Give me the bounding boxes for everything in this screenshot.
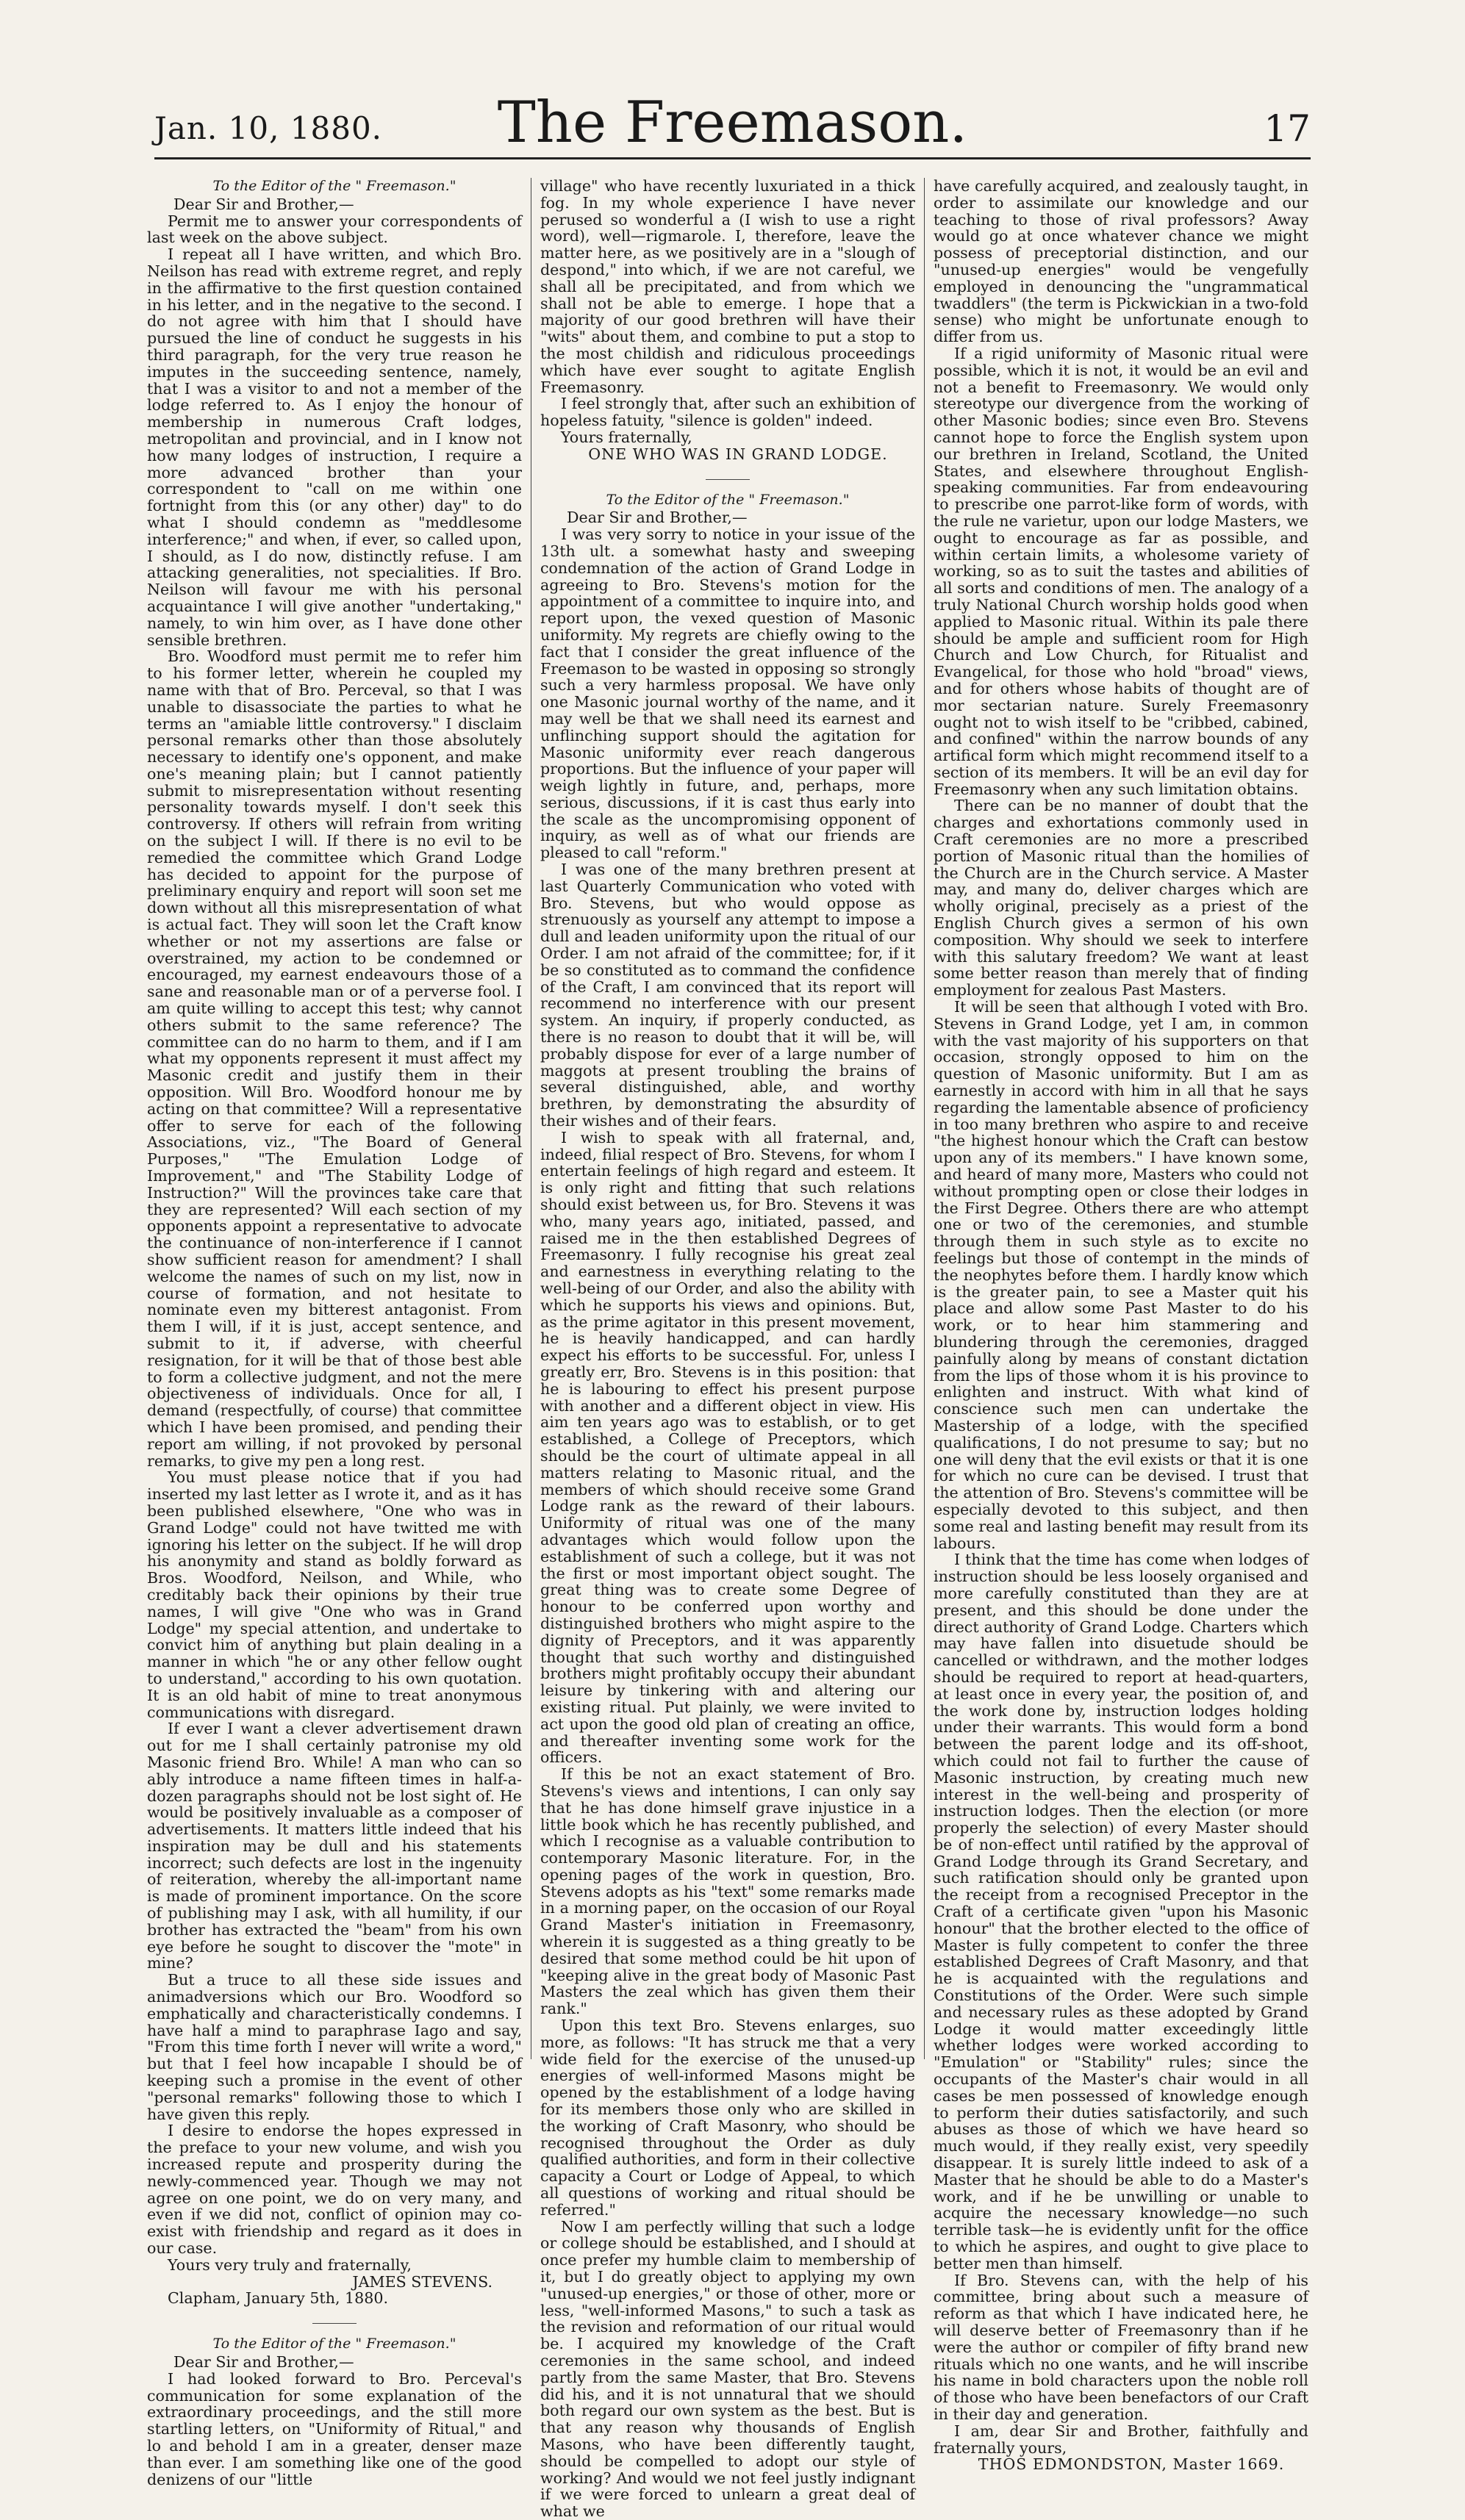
paragraph: I repeat all I have written, and which Bro. Neilson has read with extreme regret, and reply in the affirmative to the first question contained in his letter, and in the negative to the second. I do not agree with him that I should have pursued the line of conduct he suggests in his third paragraph, for the very true reason he imputes in the succeeding sentence, namely, that I was a visitor to and not a member of the lodge referred to. As I enjoy the honour of membership in numerous Craft lodges, metropolitan and provincial, and in I know not how many lodges of instruction, I require a more advanced brother than your correspondent to "call on me within one fortnight from this (or any other) day" to do what I should condemn as "meddlesome interference;" and when, if ever, so called upon, I should, as I do now, distinctly refuse. I am attacking generalities, not specialities. If Bro. Neilson will favour me with his personal acquaintance I will give another "undertaking," namely, to win him over, as I have done other sensible brethren.	[147, 245, 522, 649]
paragraph: I desire to endorse the hopes expressed in the preface to your new volume, and wish you increased repute and prosperity during the newly-commenced year. Though we may not agree on one point, we do on very many, and even if we did not, conflict of opinion may co-exist with friendship and regard as it does in our case.	[147, 2122, 522, 2258]
newspaper-title: The Freemason.	[497, 90, 968, 156]
paragraph: There can be no manner of doubt that the charges and exhortations commonly used in Craft ceremonies are no more a prescribed portion of Masonic ritual than the homilies of the Church are in the Church service. A Master may, and many do, deliver charges which are wholly original, precisely as a priest of the English Church gives a sermon of his own composition. Why should we seek to interfere with this salutary freedom? We want at least some better reason than merely that of finding employment for zealous Past Masters.	[934, 797, 1308, 999]
paragraph: But a truce to all these side issues and animadversions which our Bro. Woodford so emphatically and characteristically condemns. I have half a mind to paraphrase Iago and say, "From this time forth I never will write a word," but that I feel how incapable I should be of keeping such a promise in the event of other "personal remarks" following those to which I have given this reply.	[147, 1971, 522, 2123]
letter-divider	[706, 479, 750, 480]
paragraph: Permit me to answer your correspondents of last week on the above subject.	[147, 212, 522, 247]
letter-greeting: Dear Sir and Brother,—	[173, 195, 354, 213]
column-1	[147, 178, 522, 2488]
letter-address: To the Editor of the " Freemason."	[212, 178, 456, 194]
paragraph: Bro. Woodford must permit me to refer him to his former letter, wherein he coupled my name with that of Bro. Perceval, so that I was unable to disassociate the parties to what he terms an "amiable little controversy." I disclaim personal remarks other than those absolutely necessary to identify one's opponent, and make one's meaning plain; but I cannot patiently submit to misrepresentation without resenting personality towards myself. I don't seek this controversy. If others will refrain from writing on the subject I will. If there is no evil to be remedied the committee which Grand Lodge has decided to appoint for the purpose of preliminary enquiry and report will soon set me down without all this misrepresentation of what is actual fact. They will soon let the Craft know whether or not my assertions are false or overstrained, my action to be condemned or encouraged, my earnest endeavours those of a sane and reasonable man or of a perverse fool. I am quite willing to accept this test; why cannot others submit to the same reference? The committee can do no harm to them, and if I am what my opponents represent it must affect my Masonic credit and justify them in their opposition. Will Bro. Woodford honour me by acting on that committee? Will a representative offer to serve for each of the following Associations, viz., "The Board of General Purposes," "The Emulation Lodge of Improvement," and "The Stability Lodge of Instruction?" Will the provinces take care that they are represented? Will each section of my opponents appoint a representative to advocate the continuance of non-interference if I cannot show sufficient reason for amendment? I shall welcome the names of such on my list, now in course of formation, and not hesitate to nominate even my bitterest antagonist. From them I will, if it is just, accept sentence, and submit to it, if adverse, with cheerful resignation, for it will be that of those best able to form a collective judgment, and not the mere objectiveness of individuals. Once for all, I demand (respectfully, of course) that committee which I have been promised, and pending their report am willing, if not provoked by personal remarks, to give my pen a long rest.	[147, 647, 522, 1470]
paragraph: If a rigid uniformity of Masonic ritual were possible, which it is not, it would be an evil and not a benefit to Freemasonry. We would only stereotype our divergence from the working of other Masonic bodies; since even Bro. Stevens cannot hope to force the English system upon our brethren in Ireland, Scotland, the United States, and elsewhere throughout English-speaking communities. Far from endeavouring to prescribe one parrot-like form of words, with the rule ne varietur, upon our lodge Masters, we ought to encourage as far as possible, and within certain limits, a wholesome variety of working, so as to suit the tastes and abilities of all sorts and conditions of men. The analogy of a truly National Church worship holds good when applied to Masonic ritual. Within its pale there should be ample and sufficient room for High Church and Low Church, for Ritualist and Evangelical, for those who hold "broad" views, and for others whose habits of thought are of mor sectarian nature. Surely Freemasonry ought not to wish itself to be "cribbed, cabined, and confined" within the narrow bounds of any artifical form which might recommend itself to a section of its members. It will be an evil day for Freemasonry when any such limitation obtains.	[934, 344, 1308, 798]
paragraph: You must please notice that if you had inserted my last letter as I wrote it, and as it has been published elsewhere, "One who was in Grand Lodge" could not have twitted me with ignoring his letter on the subject. If he will drop his anonymity and stand as boldly forward as Bros. Woodford, Neilson, and While, who creditably back their opinions by their true names, I will give "One who was in Grand Lodge" my special attention, and undertake to convict him of anything but plain dealing in a manner in which "he or any other fellow ought to understand," according to his own quotation. It is an old habit of mine to treat anonymous communications with disregard.	[147, 1468, 522, 1721]
masthead-rule	[154, 157, 1311, 159]
page-number: 17	[1264, 107, 1311, 150]
paragraph: I think that the time has come when lodges of instruction should be less loosely organised and more carefully constituted than they are at present, and this should be done under the direct authority of Grand Lodge. Charters which may have fallen into disuetude should be cancelled or withdrawn, and the mother lodges should be required to report at head-quarters, at least once in every year, the position of, and the work done by, instruction lodges holding under their warrants. This would form a bond between the parent lodge and its off-shoot, which could not fail to further the cause of Masonic instruction, by creating much new interest in the well-being and prosperity of instruction lodges. Then the election (or more properly the selection) of every Master should be of non-effect until ratified by the approval of Grand Lodge through its Grand Secretary, and such ratification should only be granted upon the receipt from a recognised Preceptor in the Craft of a certificate given "upon his Masonic honour" that the brother elected to the office of Master is fully competent to confer the three established Degrees of Craft Masonry, and that he is acquainted with the regulations and Constitutions of the Order. Were such simple and necessary rules as these adopted by Grand Lodge it would matter exceedingly little whether lodges were worked according to "Emulation" or "Stability" rules; since the occupants of the Master's chair would in all cases be men possessed of knowledge enough to perform their duties satisfactorily, and such abuses as those of which we have heard so much would, if they really exist, very speedily disappear. It is surely little indeed to ask of a Master that he should be able to do a Master's work, and if he be unwilling or unable to acquire the necessary knowledge—no such terrible task—he is evidently unfit for the office to which he aspires, and ought to give place to better men than himself.	[934, 1551, 1308, 2272]
letter-signoff: I am, dear Sir and Brother, faithfully and fraternally yours,	[934, 2422, 1308, 2457]
letter-greeting: Dear Sir and Brother,—	[173, 2353, 354, 2371]
letter-address: To the Editor of the " Freemason."	[212, 2336, 456, 2352]
letter-signature: ONE WHO WAS IN GRAND LODGE.	[588, 445, 888, 463]
paragraph: If ever I want a clever advertisement drawn out for me I shall certainly patronise my old Masonic friend Bro. While! A man who can so ably introduce a name fifteen times in half-a-dozen paragraphs should not be lost sight of. He would be positively invaluable as a composer of advertisements. It matters little indeed that his inspiration may be dull and his statements incorrect; such defects are lost in the ingenuity of reiteration, whereby the all-important name is made of prominent importance. On the score of publishing may I ask, with all humility, if our brother has extracted the "beam" from his own eye before he sought to discover the "mote" in mine?	[147, 1720, 522, 1972]
paragraph: I was very sorry to notice in your issue of the 13th ult. a somewhat hasty and sweeping condemnation of the action of Grand Lodge in agreeing to Bro. Stevens's motion for the appointment of a committee to inquire into, and report upon, the vexed question of Masonic uniformity. My regrets are chiefly owing to the fact that I consider the great influence of the Freemason to be wasted in opposing so strongly such a very harmless proposal. We have only one Masonic journal worthy of the name, and it may well be that we shall need its earnest and unflinching support should the agitation for Masonic uniformity ever reach dangerous proportions. But the influence of your paper will weigh lightly in future, and, perhaps, more serious, discussions, if it is cast thus early into the scale as the uncompromising opponent of inquiry, as well as of what our friends are pleased to call "reform."	[540, 525, 915, 862]
column-3	[924, 177, 1308, 2474]
column-2	[531, 177, 915, 2520]
paragraph: Now I am perfectly willing that such a lodge or college should be established, and I should at once prefer my humble claim to membership of it, but I do greatly object to applying my own "unused-up energies," or those of other, more or less, "well-informed Masons," to such a task as the revision and reformation of our ritual would be. I acquired my knowledge of the Craft ceremonies in the same school, and indeed partly from the same Master, that Bro. Stevens did his, and it is not unnatural that we should both regard our own system as the best. But is that any reason why thousands of English Masons, who have been differently taught, should be compelled to adopt our style of working? And would we not feel justly indignant if we were forced to unlearn a great deal of what we	[540, 2217, 915, 2520]
paragraph: have carefully acquired, and zealously taught, in order to assimilate our knowledge and our teaching to those of rival professors? Away would go at once whatever chance we might possess of preceptorial distinction, and our "unused-up energies" would be vengefully employed in denouncing the "ungrammatical twaddlers" (the term is Pickwickian in a two-fold sense) who might be unfortunate enough to differ from us.	[934, 177, 1308, 346]
article-columns	[147, 177, 1308, 2520]
letter-divider	[312, 2323, 357, 2324]
letter-signature: JAMES STEVENS.	[352, 2272, 492, 2291]
letter-signature: THOS EDMONDSTON, Master 1669.	[978, 2455, 1285, 2474]
letter-place-date: Clapham, January 5th, 1880.	[168, 2289, 389, 2308]
paragraph: I had looked forward to Bro. Perceval's communication for some explanation of the extraordinary proceedings, and the still more startling letters, on "Uniformity of Ritual," and lo and behold I am in a greater, denser maze than ever. I am something like one of the good denizens of our "little	[147, 2369, 522, 2488]
letter-signoff: Yours fraternally,	[561, 428, 692, 446]
masthead	[154, 90, 1311, 156]
paragraph: I feel strongly that, after such an exhibition of hopeless fatuity, "silence is golden" indeed.	[540, 395, 915, 430]
letter-greeting: Dear Sir and Brother,—	[567, 509, 748, 527]
paragraph: I was one of the many brethren present at last Quarterly Communication who voted with Bro. Stevens, but who would oppose as strenuously as yourself any attempt to impose a dull and leaden uniformity upon the ritual of our Order. I am not afraid of the committee; for, if it be so constituted as to command the confidence of the Craft, I am convinced that its report will recommend no interference with our present system. An inquiry, if properly conducted, as there is no reason to doubt that it will be, will probably dispose for ever of a large number of maggots at present troubling the brains of several distinguished, able, and worthy brethren, by demonstrating the absurdity of their wishes and of their fears.	[540, 861, 915, 1130]
paragraph: If this be not an exact statement of Bro. Stevens's views and intentions, I can only say that he has done himself grave injustice in a little book which he has recently published, and which I recognise as a valuable contribution to contemporary Masonic literature. For, in the opening pages of the work in question, Bro. Stevens adopts as his "text" some remarks made in a morning paper, on the occasion of our Royal Grand Master's initiation in Freemasonry, wherein it is suggested as a thing greatly to be desired that some method could be hit upon of "keeping alive in the great body of Masonic Past Masters the zeal which has given them their rank."	[540, 1765, 915, 2018]
letter-signoff: Yours very truly and fraternally,	[168, 2255, 412, 2274]
paragraph: If Bro. Stevens can, with the help of his committee, bring about such a measure of reform as that which I have indicated here, he will deserve better of Freemasonry than if he were the author or compiler of fifty brand new rituals which no one wants, and he will inscribe his name in bold characters upon the noble roll of those who have been benefactors of our Craft in their day and generation.	[934, 2271, 1308, 2423]
paragraph: village" who have recently luxuriated in a thick fog. In my whole experience I have never perused so wonderful a (I wish to use a right word), well—rigmarole. I, therefore, leave the matter here, as we positively are in a "slough of despond," into which, if we are not careful, we shall all be precipitated, and from which we shall not be able to emerge. I hope that a majority of our good brethren will have their "wits" about them, and combine to put a stop to the most childish and ridiculous proceedings which have ever sought to agitate English Freemasonry.	[540, 177, 915, 396]
issue-date: Jan. 10, 1880.	[154, 110, 383, 146]
paragraph: It will be seen that although I voted with Bro. Stevens in Grand Lodge, yet I am, in common with the vast majority of his supporters on that occasion, strongly opposed to him on the question of Masonic uniformity. But I am as earnestly in accord with him in all that he says regarding the lamentable absence of proficiency in too many brethren who aspire to and receive "the highest honour which the Craft can bestow upon any of its members." I have known some, and heard of many more, Masters who could not without prompting open or close their lodges in the First Degree. Others there are who attempt one or two of the ceremonies, and stumble through them in such style as to excite no feelings but those of contempt in the minds of the neophytes before them. I hardly know which is the greater pain, to see a Master quit his place and allow some Past Master to do his work, or to hear him stammering and blundering through the ceremonies, dragged painfully along by means of constant dictation from the lips of those whom it is his province to enlighten and instruct. With what kind of conscience such men can undertake the Mastership of a lodge, with the specified qualifications, I do not presume to say; but no one will deny that the evil exists or that it is one for which no cure can be devised. I trust that the attention of Bro. Stevens's committee will be especially devoted to this subject, and then some real and lasting benefit may result from its labours.	[934, 998, 1308, 1552]
paragraph: I wish to speak with all fraternal, and, indeed, filial respect of Bro. Stevens, for whom I entertain feelings of high regard and esteem. It is only right and fitting that such relations should exist between us, for Bro. Stevens it was who, many years ago, initiated, passed, and raised me in the then established Degrees of Freemasonry. I fully recognise his great zeal and earnestness in everything relating to the well-being of our Order, and also the ability with which he supports his views and opinions. But, as the prime agitator in this present movement, he is heavily handicapped, and can hardly expect his efforts to be successful. For, unless I greatly err, Bro. Stevens is in this position: that he is labouring to effect his present purpose with another and a different object in view. His aim ten years ago was to establish, or to get established, a College of Preceptors, which should be the court of ultimate appeal in all matters relating to Masonic ritual, and the members of which should receive some Grand Lodge rank as the reward of their labours. Uniformity of ritual was one of the many advantages which would follow upon the establishment of such a college, but it was not the first or most important object sought. The great thing was to create some Degree of honour to be conferred upon worthy and distinguished brothers who might aspire to the dignity of Preceptors, and it was apparently thought that such worthy and distinguished brothers might profitably occupy their abundant leisure by tinkering with and altering our existing ritual. Put plainly, we were invited to act upon the good old plan of creating an office, and thereafter inventing some work for the officers.	[540, 1128, 915, 1767]
paragraph: Upon this text Bro. Stevens enlarges, suo more, as follows: "It has struck me that a very wide field for the exercise of the unused-up energies of well-informed Masons might be opened by the establishment of a lodge having for its members those only who are skilled in the working of Craft Masonry, who should be recognised throughout the Order as duly qualified authorities, and form in their collective capacity a Court or Lodge of Appeal, to which all questions of working and ritual should be referred."	[540, 2017, 915, 2219]
letter-address: To the Editor of the " Freemason."	[606, 491, 850, 508]
